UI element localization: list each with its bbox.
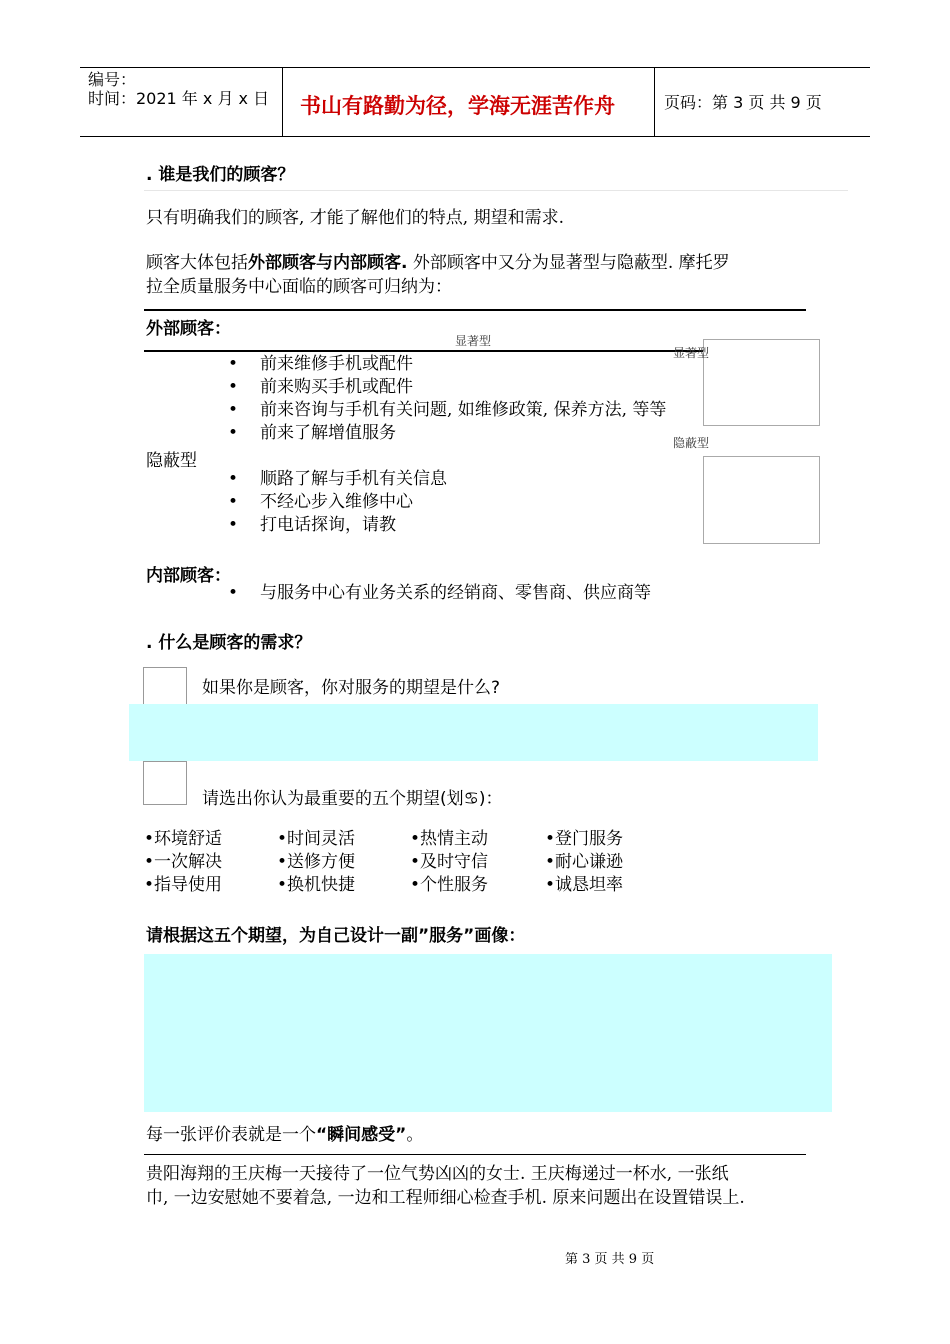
option-item[interactable]: •换机快捷 bbox=[277, 875, 356, 895]
document-date: 时间：2021 年 x 月 x 日 bbox=[88, 89, 270, 108]
option-item[interactable]: •及时守信 bbox=[410, 852, 489, 872]
option-item[interactable]: •时间灵活 bbox=[277, 829, 356, 849]
answer-box-service-portrait[interactable] bbox=[144, 954, 832, 1112]
customer-types-paragraph: 顾客大体包括外部顾客与内部顾客. 外部顾客中又分为显著型与隐蔽型. 摩托罗 bbox=[146, 253, 730, 273]
page-number-header: 页码：第 3 页 共 9 页 bbox=[664, 93, 822, 112]
header-divider bbox=[654, 67, 655, 136]
section-heading-needs: . 什么是顾客的需求？ bbox=[146, 633, 312, 653]
list-item: • 打电话探询，请教 bbox=[228, 515, 396, 535]
table-top-rule bbox=[144, 309, 806, 311]
obvious-type-frame-label: 显著型 bbox=[673, 346, 710, 360]
option-item[interactable]: •送修方便 bbox=[277, 852, 356, 872]
hidden-type-frame bbox=[703, 456, 820, 544]
list-item: • 前来咨询与手机有关问题, 如维修政策, 保养方法, 等等 bbox=[228, 400, 667, 420]
list-item: • 前来购买手机或配件 bbox=[228, 377, 413, 397]
evaluation-sentence: 每一张评价表就是一个“瞬间感受”。 bbox=[146, 1125, 424, 1145]
obvious-type-frame bbox=[703, 339, 820, 426]
page-footer: 第 3 页 共 9 页 bbox=[565, 1252, 655, 1267]
option-item[interactable]: •热情主动 bbox=[410, 829, 489, 849]
option-item[interactable]: •耐心谦逊 bbox=[545, 852, 624, 872]
question-checkbox[interactable] bbox=[143, 761, 187, 805]
option-item[interactable]: •环境舒适 bbox=[144, 829, 223, 849]
heading-rule bbox=[144, 190, 848, 191]
header-motto: 书山有路勤为径，学海无涯苦作舟 bbox=[300, 94, 615, 118]
question-top-five: 请选出你认为最重要的五个期望(划♋)： bbox=[202, 789, 503, 809]
option-item[interactable]: •个性服务 bbox=[410, 875, 489, 895]
external-customers-title: 外部顾客： bbox=[146, 319, 231, 339]
option-item[interactable]: •登门服务 bbox=[545, 829, 624, 849]
customer-types-paragraph-line2: 拉全质量服务中心面临的顾客可归纳为： bbox=[146, 277, 452, 297]
answer-box-expectations[interactable] bbox=[129, 704, 818, 761]
list-item: • 前来了解增值服务 bbox=[228, 423, 396, 443]
hidden-type-label: 隐蔽型 bbox=[146, 451, 197, 471]
design-prompt: 请根据这五个期望，为自己设计一副”服务”画像： bbox=[146, 926, 526, 946]
option-item[interactable]: •指导使用 bbox=[144, 875, 223, 895]
table-mid-rule bbox=[144, 350, 710, 352]
list-item: • 与服务中心有业务关系的经销商、零售商、供应商等 bbox=[228, 583, 651, 603]
intro-paragraph: 只有明确我们的顾客, 才能了解他们的特点, 期望和需求. bbox=[146, 208, 565, 228]
question-expectations: 如果你是顾客，你对服务的期望是什么? bbox=[202, 678, 501, 698]
story-paragraph-line2: 巾, 一边安慰她不要着急, 一边和工程师细心检查手机. 原来问题出在设置错误上. bbox=[146, 1188, 745, 1208]
internal-customers-title: 内部顾客： bbox=[146, 566, 231, 586]
option-item[interactable]: •诚恳坦率 bbox=[545, 875, 624, 895]
option-item[interactable]: •一次解决 bbox=[144, 852, 223, 872]
list-item: • 顺路了解与手机有关信息 bbox=[228, 469, 447, 489]
list-item: • 不经心步入维修中心 bbox=[228, 492, 413, 512]
header-divider bbox=[282, 67, 283, 136]
hidden-type-frame-label: 隐蔽型 bbox=[673, 436, 710, 450]
obvious-type-label: 显著型 bbox=[455, 334, 492, 348]
story-rule bbox=[144, 1154, 806, 1155]
section-heading-customers: . 谁是我们的顾客？ bbox=[146, 165, 295, 185]
list-item: • 前来维修手机或配件 bbox=[228, 354, 413, 374]
story-paragraph: 贵阳海翔的王庆梅一天接待了一位气势凶凶的女士. 王庆梅递过一杯水, 一张纸 bbox=[146, 1164, 729, 1184]
document-number: 编号： bbox=[88, 70, 137, 89]
